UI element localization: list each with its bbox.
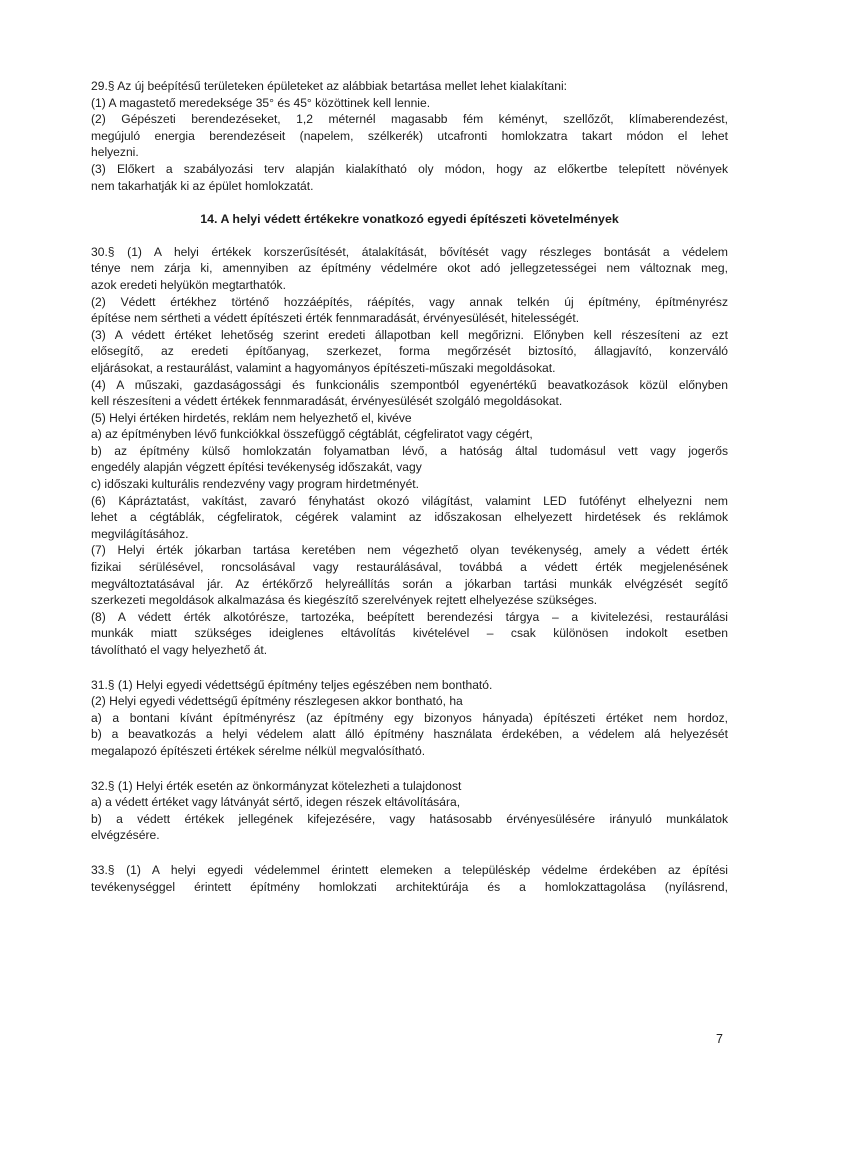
text-line: (4) A műszaki, gazdaságossági és funkcionális szempontból egyenértékű beavatkozások közül előnyben: [91, 377, 728, 392]
text-line: (8) A védett érték alkotórésze, tartozéka, beépített berendezési tárgya – a kivitelezési, restaurálási: [91, 609, 728, 624]
text-line: megalapozó építészeti értékek sérelme nélkül megvalósítható.: [91, 743, 426, 758]
text-line: megújuló energia berendezéseit (napelem, szélkerék) utcafronti homlokzatra takart módon el lehet: [91, 128, 728, 143]
text-line: fizikai sérülésével, roncsolásával vagy restaurálásával, továbbá a védett érték megjelenésének: [91, 560, 728, 575]
text-line: (7) Helyi érték jókarban tartása keretében nem végezhető olyan tevékenység, amely a védett érték: [91, 543, 728, 558]
text-line: engedély alapján végzett építési tevékenység időszakát, vagy: [91, 460, 422, 475]
text-line: (2) Helyi egyedi védettségű építmény részlegesen akkor bontható, ha: [91, 694, 463, 709]
text-line: elősegítő, az eredeti építőanyag, szerkezet, forma megőrzését biztosító, állagjavító, konzerváló: [91, 344, 728, 359]
text-line: munkák miatt szükséges ideiglenes eltávolítás kivételével – csak különösen indokolt esetben: [91, 626, 728, 641]
text-line: b) a védett értékek jellegének kifejezésére, vagy hatásosabb érvényesülésére irányuló munkálatok: [91, 811, 728, 826]
text-line: c) időszaki kulturális rendezvény vagy program hirdetményét.: [91, 477, 420, 492]
text-line: tevékenységgel érintett építmény homlokzati architektúrája és a homlokzattagolása (nyílásrend,: [91, 879, 728, 894]
text-line: távolítható el vagy helyezhető át.: [91, 643, 268, 657]
section-33: [91, 862, 728, 895]
text-line: lehet a cégtáblák, cégfeliratok, cégérek valamint az időszakosan elhelyezett hirdetések és reklámok: [91, 510, 728, 525]
text-line: szerkezeti megoldások alkalmazása és kiegészítő szerelvények rejtett elhelyezése szükséges.: [91, 593, 598, 608]
text-line: 32.§ (1) Helyi érték esetén az önkormányzat kötelezheti a tulajdonost: [91, 778, 462, 793]
section-30: [91, 244, 728, 659]
text-line: helyezni.: [91, 145, 139, 160]
section-29: [91, 78, 728, 194]
section-32: [91, 778, 728, 844]
text-line: (5) Helyi értéken hirdetés, reklám nem helyezhető el, kivéve: [91, 410, 412, 425]
text-line: elvégzésére.: [91, 828, 160, 843]
text-line: eljárásokat, a restaurálást, valamint a hagyományos építészeti-műszaki megoldásokat.: [91, 360, 556, 375]
text-line: a) a védett értéket vagy látványát sértő, idegen részek eltávolítására,: [91, 795, 461, 810]
text-line: kell részesíteni a védett értékek fennmaradását, érvényesülését szolgáló megoldásokat.: [91, 394, 563, 409]
text-line: (1) A magastető meredeksége 35° és 45° közöttinek kell lennie.: [91, 95, 431, 110]
text-line: b) a beavatkozás a helyi védelem alatt álló építmény használata érdekében, a védelem alá helyezését: [91, 727, 728, 742]
text-line: 29.§ Az új beépítésű területeken épületeket az alábbiak betartása mellet lehet kialakítani:: [91, 79, 567, 93]
text-line: a) a bontani kívánt építményrész (az építmény egy bizonyos hányada) építészeti értéket nem hordoz,: [91, 710, 728, 725]
document-body: [91, 78, 728, 895]
text-line: 33.§ (1) A helyi egyedi védelemmel érintett elemeken a településkép védelme érdekében az építési: [91, 862, 728, 877]
text-line: (2) Gépészeti berendezéseket, 1,2 méternél magasabb fém kéményt, szellőzőt, klímaberendezést,: [91, 112, 728, 127]
section-31: [91, 677, 728, 760]
text-line: nem takarhatják ki az épület homlokzatát.: [91, 178, 314, 193]
text-line: b) az építmény külső homlokzatán folyamatban lévő, a hatóság által tudomásul vett vagy jogerős: [91, 443, 728, 458]
text-line: ténye nem zárja ki, amennyiben az építmény védelmére okot adó jellegzetességei nem változnak meg,: [91, 261, 728, 276]
text-line: azok eredeti helyükön megtarthatók.: [91, 277, 286, 292]
text-line: (6) Kápráztatást, vakítást, zavaró fényhatást okozó világítást, valamint LED futófényt elhelyezni nem: [91, 493, 728, 508]
text-line: (3) Előkert a szabályozási terv alapján kialakítható oly módon, hogy az előkertbe telepített növények: [91, 161, 728, 176]
text-line: 31.§ (1) Helyi egyedi védettségű építmény teljes egészében nem bontható.: [91, 677, 493, 692]
section-heading: 14. A helyi védett értékekre vonatkozó egyedi építészeti követelmények: [200, 212, 619, 227]
text-line: (2) Védett értékhez történő hozzáépítés, ráépítés, vagy annak telkén új építmény, építményrész: [91, 294, 728, 309]
text-line: építése nem sértheti a védett építészeti érték fennmaradását, érvényesülését, hitelességét.: [91, 311, 580, 326]
text-line: megváltoztatásával jár. Az értékőrző helyreállítás során a jókarban tartási munkák elvégzését segítő: [91, 576, 728, 591]
text-line: (3) A védett értéket lehetőség szerint eredeti állapotban kell megőrizni. Előnyben kell részesíteni az ezt: [91, 327, 728, 342]
text-line: megvilágításához.: [91, 526, 189, 541]
page-number: 7: [716, 1032, 723, 1046]
text-line: 30.§ (1) A helyi értékek korszerűsítését, átalakítását, bővítését vagy részleges bontását a védelem: [91, 244, 728, 259]
text-line: a) az építményben lévő funkciókkal összefüggő cégtáblát, cégfeliratot vagy cégért,: [91, 427, 533, 442]
